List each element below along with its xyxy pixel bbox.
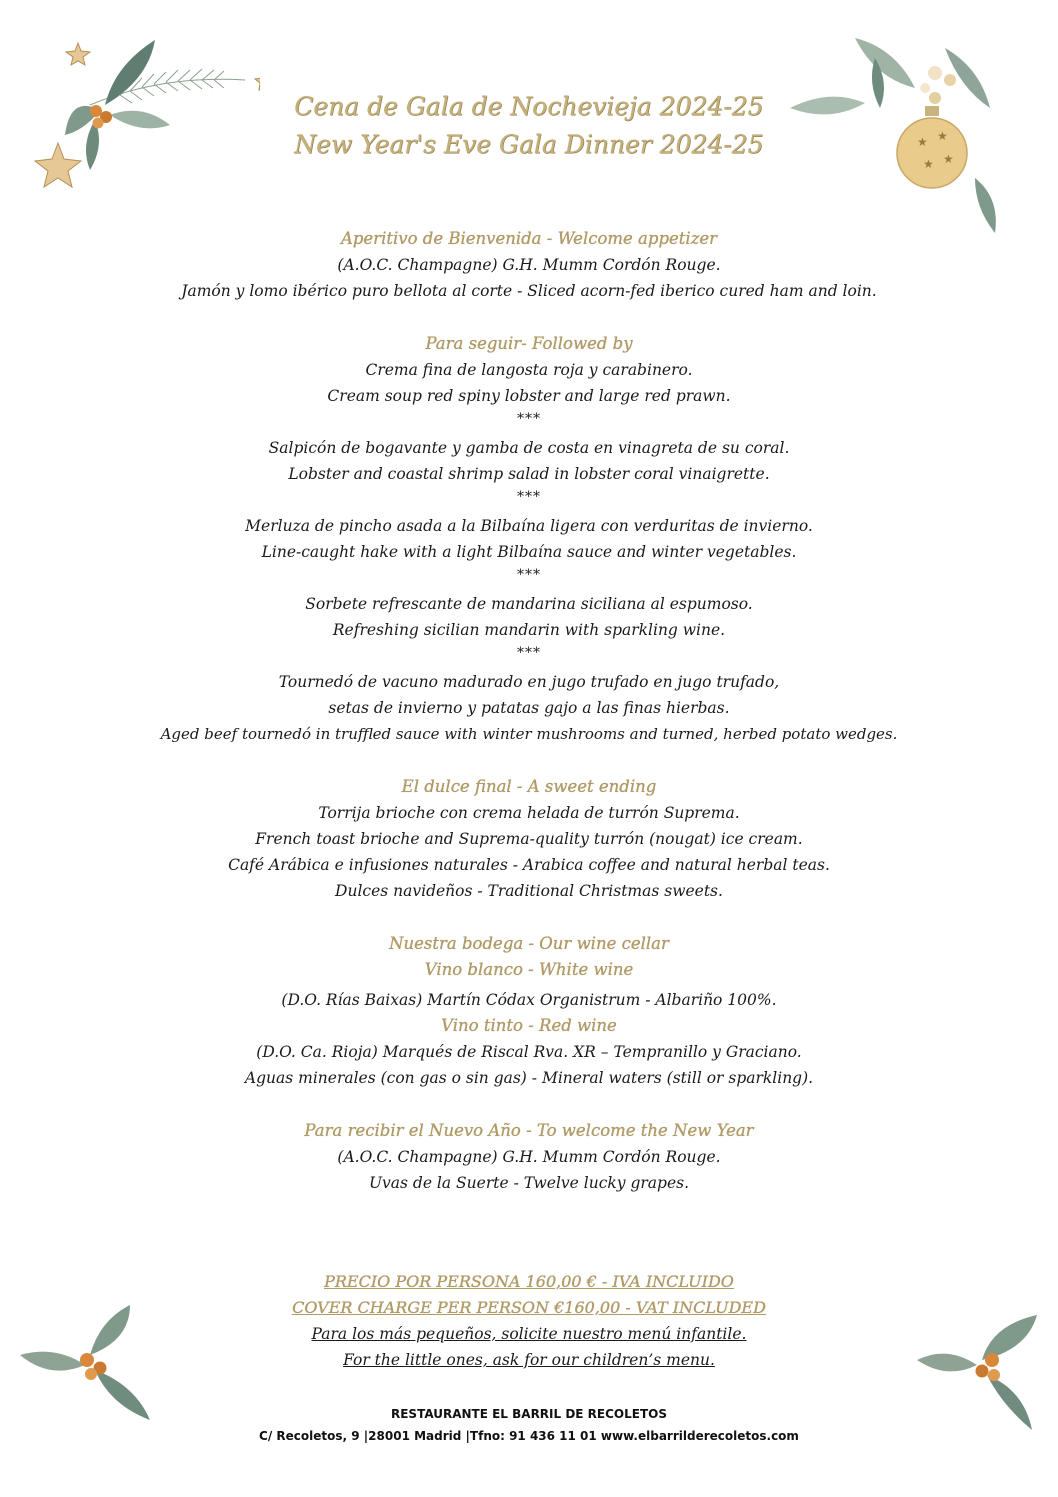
restaurant-address: C/ Recoletos, 9 |28001 Madrid |Tfno: 91 436 11 01 www.elbarrilderecoletos.com (259, 1429, 799, 1443)
subheading-red-wine: Vino tinto - Red wine (441, 1016, 617, 1035)
course-separator: *** (517, 489, 541, 505)
menu-item: Cream soup red spiny lobster and large red prawn. (327, 387, 731, 405)
menu-item: French toast brioche and Suprema-quality turrón (nougat) ice cream. (255, 830, 803, 848)
menu-item: (D.O. Rías Baixas) Martín Códax Organistrum - Albariño 100%. (281, 991, 777, 1009)
section-heading-welcome: Aperitivo de Bienvenida - Welcome appetizer (340, 229, 718, 248)
menu-item: Uvas de la Suerte - Twelve lucky grapes. (368, 1174, 690, 1192)
menu-item: (A.O.C. Champagne) G.H. Mumm Cordón Rouge. (337, 1148, 721, 1166)
menu-item: Salpicón de bogavante y gamba de costa en vinagreta de su coral. (268, 439, 790, 457)
menu-item: Lobster and coastal shrimp salad in lobster coral vinaigrette. (288, 465, 770, 483)
course-separator: *** (517, 411, 541, 427)
pricing-block (0, 1269, 1058, 1373)
subheading-white-wine: Vino blanco - White wine (424, 960, 634, 979)
menu-item: Jamón y lomo ibérico puro bellota al corte - Sliced acorn-fed iberico cured ham and loin. (181, 282, 877, 300)
kids-menu-en: For the little ones, ask for our children’s menu. (343, 1351, 715, 1369)
menu-item: (D.O. Ca. Rioja) Marqués de Riscal Rva. XR – Tempranillo y Graciano. (256, 1043, 802, 1061)
menu-item: Merluza de pincho asada a la Bilbaína ligera con verduritas de invierno. (245, 517, 813, 535)
menu-body (0, 226, 1058, 1196)
course-separator: *** (517, 645, 541, 661)
menu-item: Sorbete refrescante de mandarina siciliana al espumoso. (305, 595, 753, 613)
svg-text:★: ★ (937, 129, 948, 143)
svg-text:★: ★ (923, 157, 934, 171)
price-en: COVER CHARGE PER PERSON €160,00 - VAT INCLUDED (292, 1298, 766, 1317)
course-separator: *** (517, 567, 541, 583)
menu-item: Café Arábica e infusiones naturales - Arabica coffee and natural herbal teas. (228, 856, 830, 874)
menu-item: Aged beef tournedó in truffled sauce with winter mushrooms and turned, herbed potato wedges. (160, 725, 898, 743)
menu-item: Tournedó de vacuno madurado en jugo trufado en jugo trufado, (278, 673, 780, 691)
restaurant-name: RESTAURANTE EL BARRIL DE RECOLETOS (390, 1407, 667, 1421)
menu-item: Torrija brioche con crema helada de turrón Suprema. (318, 804, 740, 822)
menu-item: Crema fina de langosta roja y carabinero. (365, 361, 693, 379)
menu-item: Aguas minerales (con gas o sin gas) - Mineral waters (still or sparkling). (244, 1069, 814, 1087)
menu-item: Dulces navideños - Traditional Christmas sweets. (335, 882, 723, 900)
menu-item: Line-caught hake with a light Bilbaína sauce and winter vegetables. (261, 543, 797, 561)
section-heading-wine: Nuestra bodega - Our wine cellar (389, 934, 669, 953)
menu-item: Refreshing sicilian mandarin with sparkling wine. (332, 621, 726, 639)
section-heading-followed: Para seguir- Followed by (425, 334, 633, 353)
page-title-es: Cena de Gala de Nochevieja 2024-25 (294, 92, 764, 121)
menu-item: setas de invierno y patatas gajo a las finas hierbas. (328, 699, 730, 717)
kids-menu-es: Para los más pequeños, solicite nuestro menú infantile. (311, 1325, 747, 1343)
menu-item: (A.O.C. Champagne) G.H. Mumm Cordón Rouge. (337, 256, 721, 274)
price-es: PRECIO POR PERSONA 160,00 € - IVA INCLUIDO (324, 1272, 734, 1291)
section-heading-newyear: Para recibir el Nuevo Año - To welcome the New Year (304, 1121, 754, 1140)
section-heading-dessert: El dulce final - A sweet ending (401, 777, 657, 796)
page-title-en: New Year's Eve Gala Dinner 2024-25 (294, 130, 764, 159)
svg-text:★: ★ (917, 135, 928, 149)
svg-text:★: ★ (943, 152, 954, 166)
star-icon (66, 43, 90, 65)
